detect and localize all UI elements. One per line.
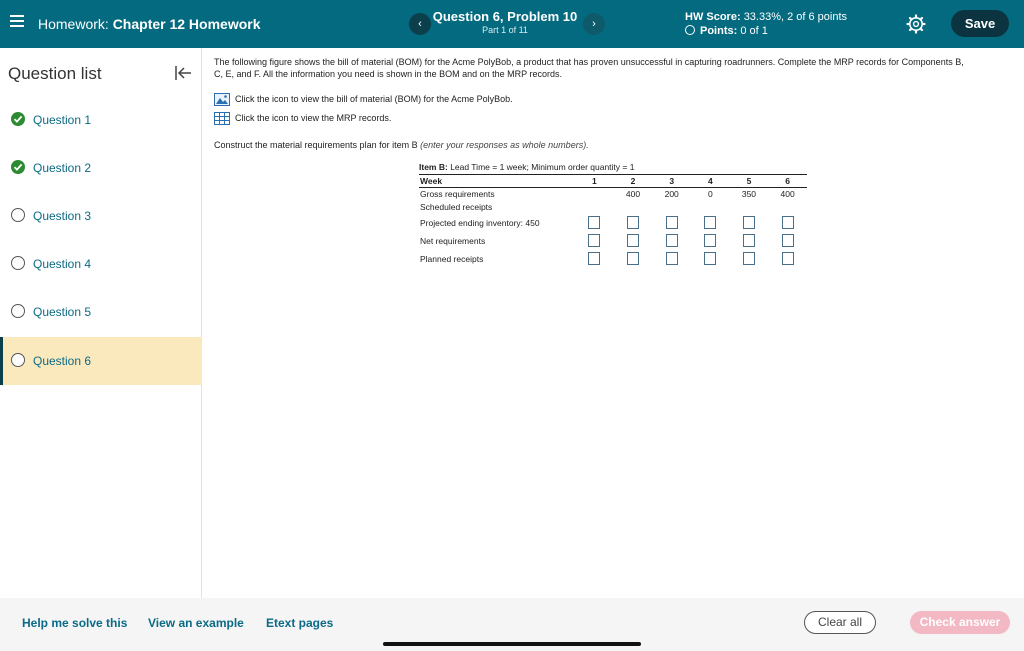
net-input-week-6[interactable] [782, 234, 794, 247]
question-intro: The following figure shows the bill of material (BOM) for the Acme PolyBob, a product that has proven unsuccessful in capturing roadrunners. Complete the MRP records for Components B, C, E, and F. All the information you need is shown in the BOM and on the MRP records. [214, 57, 964, 79]
help-me-solve-link[interactable]: Help me solve this [22, 616, 128, 630]
question-content [214, 56, 1004, 264]
next-question-button[interactable]: › [583, 13, 605, 35]
net-input-week-4[interactable] [704, 234, 716, 247]
instruction-main: Construct the material requirements plan for item B [214, 140, 418, 150]
question-item-3[interactable] [0, 192, 202, 240]
mrp-link[interactable] [214, 112, 391, 127]
planned-input-week-6[interactable] [782, 252, 794, 265]
check-circle-icon [11, 112, 25, 126]
gross-week-1 [575, 188, 614, 201]
mrp-link-text: Click the icon to view the MRP records. [235, 113, 392, 123]
planned-input-week-2[interactable] [627, 252, 639, 265]
question-item-6[interactable] [0, 337, 202, 385]
question-label: Question 1 [33, 113, 92, 127]
net-input-week-3[interactable] [666, 234, 678, 247]
planned-input-week-3[interactable] [666, 252, 678, 265]
gross-week-5: 350 [741, 189, 757, 200]
empty-circle-icon [11, 208, 25, 222]
projected-input-week-2[interactable] [627, 216, 639, 229]
gross-week-6: 400 [780, 189, 795, 200]
question-list-title: Question list [8, 64, 102, 83]
gross-label: Gross requirements [420, 189, 495, 200]
instruction-italic: (enter your responses as whole numbers). [420, 140, 589, 150]
projected-inventory-row [419, 214, 807, 232]
question-item-4[interactable] [0, 240, 202, 288]
week-label: Week [419, 175, 575, 188]
week-2: 2 [614, 175, 653, 188]
hw-score [685, 11, 847, 23]
mrp-record [419, 162, 807, 268]
homework-prefix: Homework: [38, 16, 109, 32]
gross-week-4: 0 [707, 189, 713, 200]
planned-input-week-4[interactable] [704, 252, 716, 265]
net-input-week-5[interactable] [743, 234, 755, 247]
menu-icon[interactable] [10, 15, 24, 29]
net-input-week-2[interactable] [627, 234, 639, 247]
check-answer-button[interactable]: Check answer [910, 611, 1010, 634]
question-label: Question 6 [33, 354, 92, 368]
points-status-icon [685, 25, 695, 35]
table-icon[interactable] [214, 112, 230, 127]
gross-week-3: 200 [664, 189, 679, 200]
item-label: Item B: [419, 162, 448, 172]
scheduled-receipts-row [419, 201, 807, 214]
scheduled-label: Scheduled receipts [420, 202, 493, 212]
hw-score-label: HW Score: [685, 11, 741, 23]
net-label: Net requirements [420, 235, 486, 246]
etext-pages-link[interactable]: Etext pages [266, 616, 334, 630]
planned-input-week-1[interactable] [588, 252, 600, 265]
question-label: Question 2 [33, 161, 92, 175]
planned-input-week-5[interactable] [743, 252, 755, 265]
week-row [419, 175, 807, 188]
gear-icon[interactable] [906, 14, 926, 34]
clear-all-button[interactable]: Clear all [804, 611, 876, 634]
question-label: Question 3 [33, 209, 92, 223]
empty-circle-icon [11, 256, 25, 270]
points-value: 0 of 1 [740, 25, 768, 37]
view-example-link[interactable]: View an example [148, 616, 244, 630]
question-item-2[interactable] [0, 144, 202, 192]
question-label: Question 5 [33, 305, 92, 319]
image-icon[interactable] [214, 93, 230, 108]
week-5: 5 [730, 175, 769, 188]
week-1: 1 [575, 175, 614, 188]
mrp-table [419, 174, 807, 268]
bom-link[interactable] [214, 93, 513, 108]
planned-label: Planned receipts [420, 253, 484, 264]
projected-label: Projected ending inventory: 450 [420, 217, 540, 228]
homework-title [38, 16, 261, 32]
net-requirements-row [419, 232, 807, 250]
question-part: Part 1 of 11 [482, 25, 528, 35]
empty-circle-icon [11, 304, 25, 318]
gross-week-2: 400 [625, 189, 641, 200]
top-header [0, 0, 1024, 48]
collapse-sidebar-icon[interactable] [174, 65, 192, 81]
projected-input-week-5[interactable] [743, 216, 755, 229]
bom-link-text: Click the icon to view the bill of material (BOM) for the Acme PolyBob. [235, 94, 513, 104]
points [685, 25, 768, 37]
week-6: 6 [768, 175, 807, 188]
question-list-sidebar [0, 48, 202, 598]
projected-input-week-6[interactable] [782, 216, 794, 229]
projected-input-week-1[interactable] [588, 216, 600, 229]
question-label: Question 4 [33, 257, 92, 271]
home-indicator [383, 642, 641, 646]
gross-requirements-row [419, 188, 807, 201]
mrp-item-header [419, 162, 807, 172]
projected-input-week-3[interactable] [666, 216, 678, 229]
empty-circle-icon [11, 353, 25, 367]
previous-question-button[interactable]: ‹ [409, 13, 431, 35]
projected-input-week-4[interactable] [704, 216, 716, 229]
homework-name: Chapter 12 Homework [112, 16, 261, 32]
net-input-week-1[interactable] [588, 234, 600, 247]
points-label: Points: [700, 25, 738, 37]
week-4: 4 [691, 175, 730, 188]
check-circle-icon [11, 160, 25, 174]
instruction-text [214, 140, 589, 150]
planned-receipts-row [419, 250, 807, 268]
save-button[interactable]: Save [951, 10, 1009, 37]
week-3: 3 [652, 175, 691, 188]
item-info: Lead Time = 1 week; Minimum order quantity = 1 [450, 162, 635, 172]
question-item-5[interactable] [0, 288, 202, 336]
hw-score-value: 33.33%, 2 of 6 points [743, 11, 848, 23]
question-item-1[interactable] [0, 96, 202, 144]
question-title: Question 6, Problem 10 [432, 9, 578, 24]
